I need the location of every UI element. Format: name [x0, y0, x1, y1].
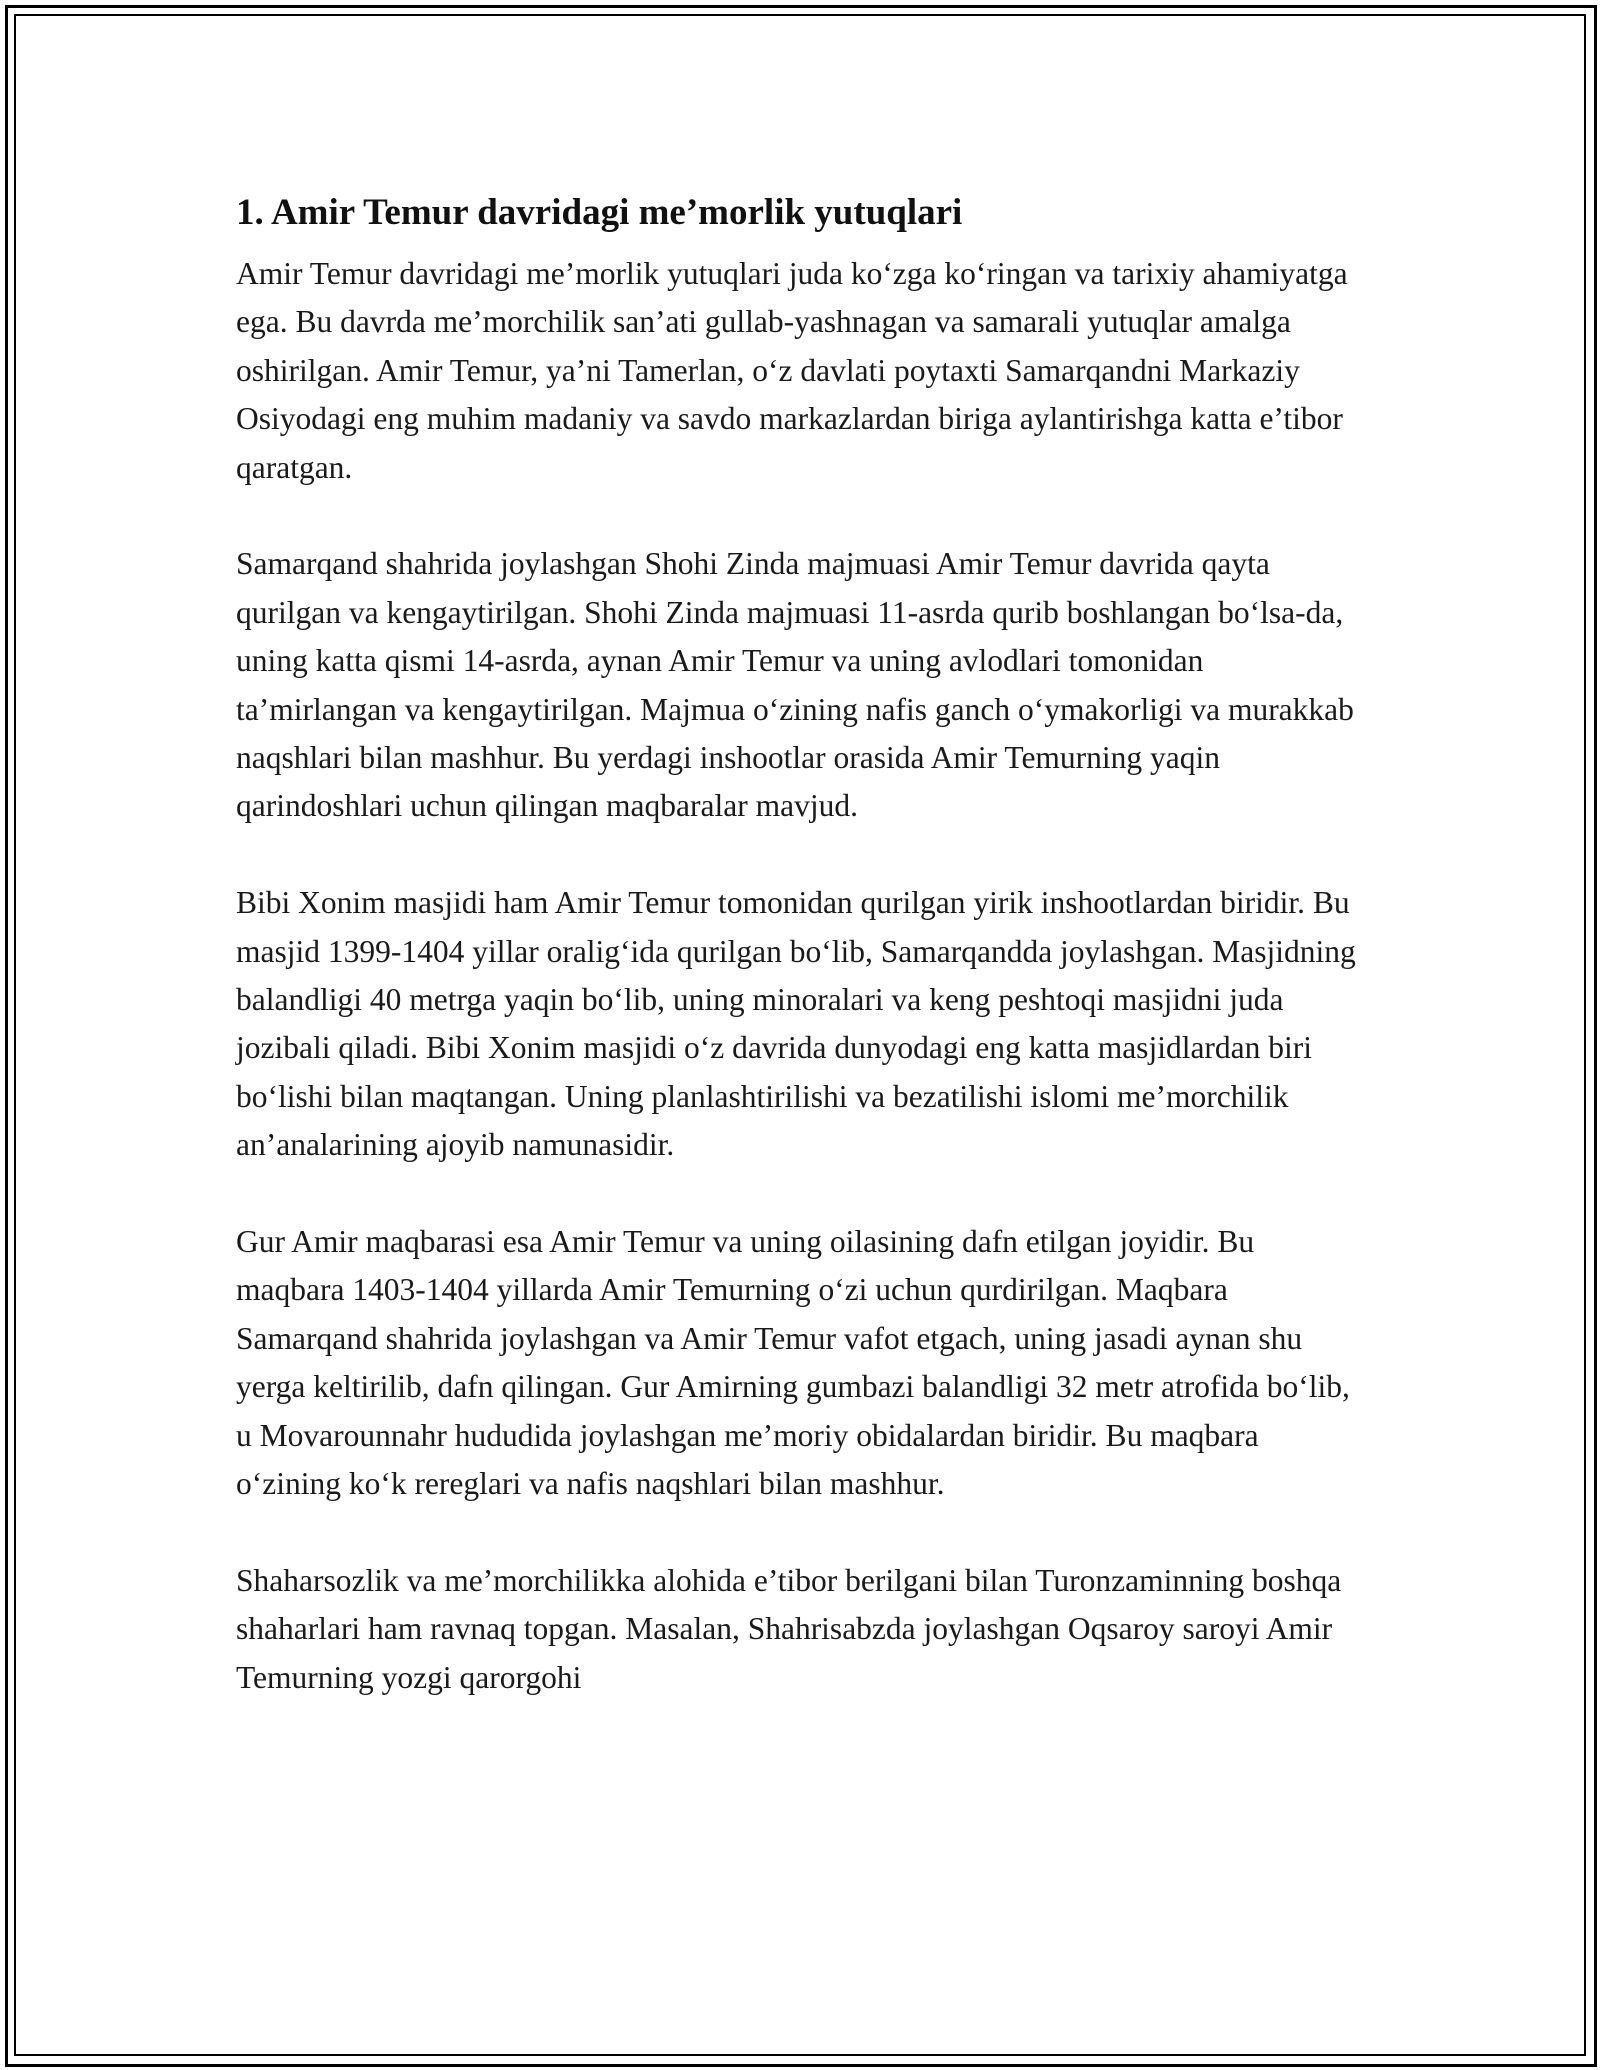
document-body: [236, 184, 1366, 1702]
paragraph-gur-amir: Gur Amir maqbarasi esa Amir Temur va uning oilasining dafn etilgan joyidir. Bu maqbara 1403-1404 yillarda Amir Temurning o‘zi uchun qurdirilgan. Maqbara Samarqand shahrida joylashgan va Amir Temur vafot etgach, uning jasadi aynan shu yerga keltirilib, dafn qilingan. Gur Amirning gumbazi balandligi 32 metr atrofida bo‘lib, u Movarounnahr hududida joylashgan me’moriy obidalardan biridir. Bu maqbara o‘zining ko‘k rereglari va nafis naqshlari bilan mashhur.: [236, 1224, 1350, 1502]
paragraph-bibi-xonim: Bibi Xonim masjidi ham Amir Temur tomonidan qurilgan yirik inshootlardan biridir. Bu masjid 1399-1404 yillar oralig‘ida qurilgan bo‘lib, Samarqandda joylashgan. Masjidning balandligi 40 metrga yaqin bo‘lib, uning minoralari va keng peshtoqi masjidni juda jozibali qiladi. Bibi Xonim masjidi o‘z davrida dunyodagi eng katta masjidlardan biri bo‘lishi bilan maqtangan. Uning planlashtirilishi va bezatilishi islomi me’morchilik an’analarining ajoyib namunasidir.: [236, 885, 1356, 1163]
paragraph-intro: Amir Temur davridagi me’morlik yutuqlari juda ko‘zga ko‘ringan va tarixiy ahamiyatga ega. Bu davrda me’morchilik san’ati gullab-yashnagan va samarali yutuqlar amalga oshirilgan. Amir Temur, ya’ni Tamerlan, o‘z davlati poytaxti Samarqandni Markaziy Osiyodagi eng muhim madaniy va savdo markazlardan biriga aylantirishga katta e’tibor qaratgan.: [236, 256, 1348, 485]
paragraph-shaharsozlik: Shaharsozlik va me’morchilikka alohida e’tibor berilgani bilan Turonzaminning boshqa shaharlari ham ravnaq topgan. Masalan, Shahrisabzda joylashgan Oqsaroy saroyi Amir Temurning yozgi qarorgohi: [236, 1562, 1342, 1695]
paragraph-shohi-zinda: Samarqand shahrida joylashgan Shohi Zinda majmuasi Amir Temur davrida qayta qurilgan va kengaytirilgan. Shohi Zinda majmuasi 11-asrda qurib boshlangan bo‘lsa-da, uning katta qismi 14-asrda, aynan Amir Temur va uning avlodlari tomonidan ta’mirlangan va kengaytirilgan. Majmua o‘zining nafis ganch o‘ymakorligi va murakkab naqshlari bilan mashhur. Bu yerdagi inshootlar orasida Amir Temurning yaqin qarindoshlari uchun qilingan maqbaralar mavjud.: [236, 546, 1354, 824]
section-title: 1. Amir Temur davridagi me’morlik yutuqlari: [236, 192, 963, 233]
